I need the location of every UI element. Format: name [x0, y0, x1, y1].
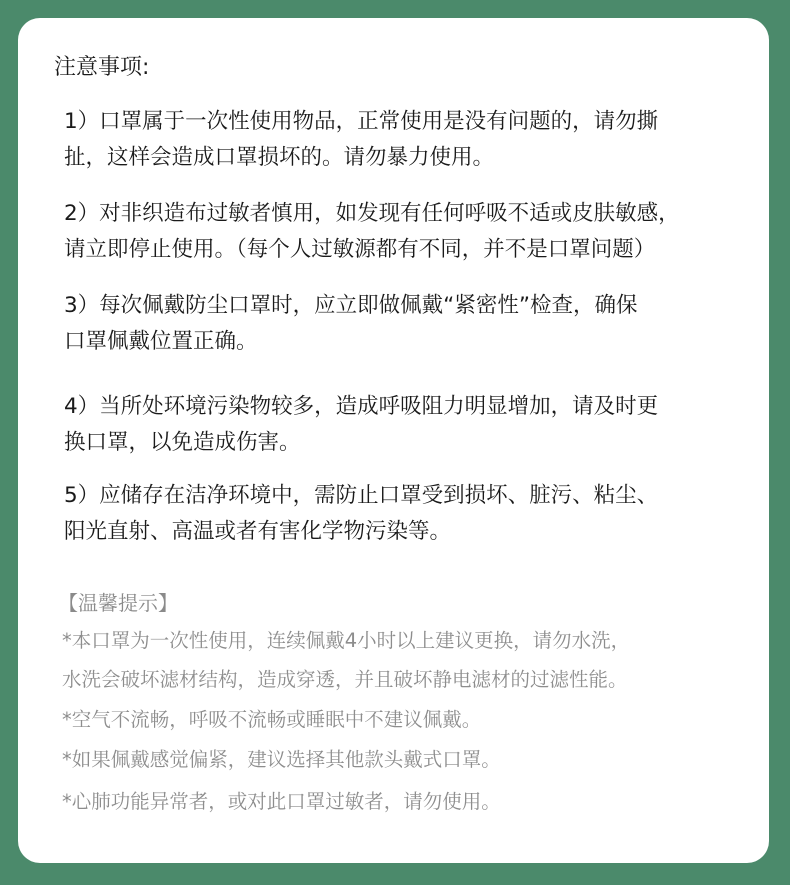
- notice-item-4-line-2: 换口罩，以免造成伤害。: [64, 430, 301, 455]
- notice-item-4-line-1: 4）当所处环境污染物较多，造成呼吸阻力明显增加，请及时更: [64, 394, 659, 419]
- tip-line-4: *如果佩戴感觉偏紧，建议选择其他款头戴式口罩。: [62, 748, 501, 771]
- tip-line-5: *心肺功能异常者，或对此口罩过敏者，请勿使用。: [62, 790, 501, 813]
- tips-title: 【温馨提示】: [58, 591, 178, 615]
- tip-line-1: *本口罩为一次性使用，连续佩戴4小时以上建议更换，请勿水洗，: [62, 629, 631, 652]
- notice-item-2-line-1: 2）对非织造布过敏者慎用，如发现有任何呼吸不适或皮肤敏感，: [64, 201, 680, 226]
- notice-heading: 注意事项:: [54, 55, 150, 80]
- notice-item-1-line-2: 扯，这样会造成口罩损坏的。请勿暴力使用。: [64, 145, 495, 170]
- notice-item-5-line-1: 5）应储存在洁净环境中，需防止口罩受到损坏、脏污、粘尘、: [64, 483, 659, 508]
- notice-item-5-line-2: 阳光直射、高温或者有害化学物污染等。: [64, 519, 452, 544]
- tip-line-2: 水洗会破坏滤材结构，造成穿透，并且破坏静电滤材的过滤性能。: [62, 668, 628, 691]
- notice-item-3-line-2: 口罩佩戴位置正确。: [64, 329, 258, 354]
- notice-card: [18, 18, 769, 863]
- notice-item-1-line-1: 1）口罩属于一次性使用物品，正常使用是没有问题的，请勿撕: [64, 109, 659, 134]
- notice-item-2-line-2: 请立即停止使用。（每个人过敏源都有不同，并不是口罩问题）: [64, 237, 656, 262]
- tip-line-3: *空气不流畅，呼吸不流畅或睡眠中不建议佩戴。: [62, 708, 482, 731]
- notice-item-3-line-1: 3）每次佩戴防尘口罩时，应立即做佩戴“紧密性”检查，确保: [64, 293, 638, 318]
